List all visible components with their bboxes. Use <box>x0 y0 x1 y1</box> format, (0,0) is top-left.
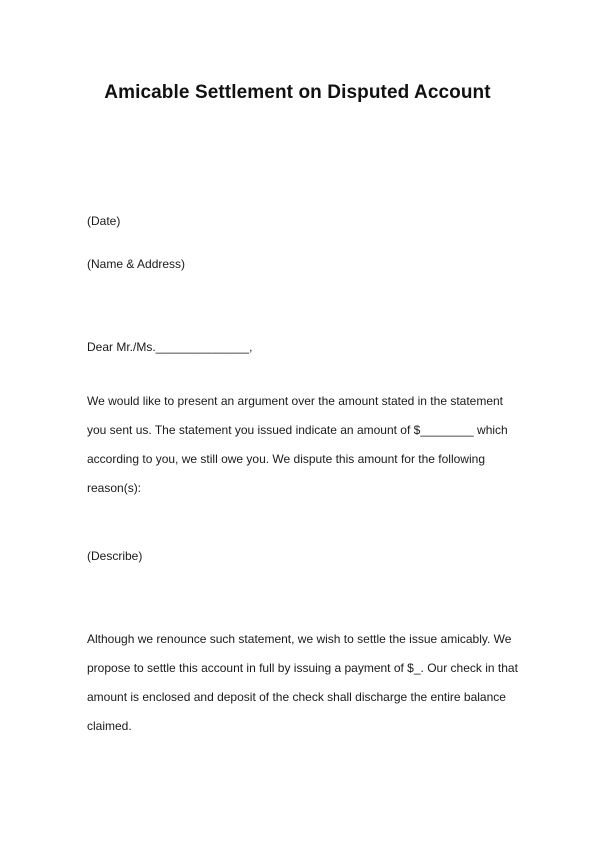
date-placeholder: (Date) <box>87 214 121 228</box>
paragraph-line: Although we renounce such statement, we wish to settle the issue amicably. We <box>87 632 512 646</box>
page-title: Amicable Settlement on Disputed Account <box>104 82 491 103</box>
paragraph-line: according to you, we still owe you. We dispute this amount for the following <box>87 452 485 466</box>
paragraph-dispute <box>87 394 517 510</box>
paragraph-line: claimed. <box>87 719 132 733</box>
paragraph-line: We would like to present an argument over the amount stated in the statement <box>87 394 504 408</box>
paragraph-line: reason(s): <box>87 481 142 495</box>
paragraph-line: you sent us. The statement you issued indicate an amount of $________ which <box>87 423 508 437</box>
paragraph-line: propose to settle this account in full by issuing a payment of $_. Our check in that <box>87 661 518 675</box>
paragraph-line: amount is enclosed and deposit of the check shall discharge the entire balance <box>87 690 506 704</box>
paragraph-settlement <box>87 632 517 748</box>
salutation: Dear Mr./Ms.______________, <box>87 340 253 354</box>
describe-placeholder: (Describe) <box>87 549 143 563</box>
name-address-placeholder: (Name & Address) <box>87 257 186 271</box>
